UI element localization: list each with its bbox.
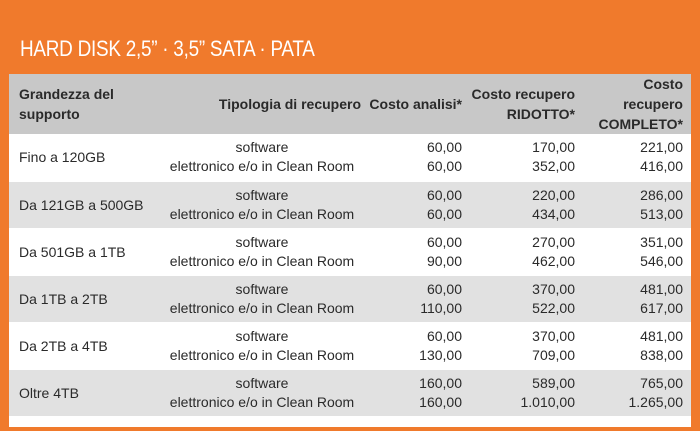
recovery-type-cell: software elettronico e/o in Clean Room [169, 139, 355, 175]
complete-cost-cell: 765,00 1.265,00 [579, 369, 691, 416]
reduced-cost-cell: 370,00 522,00 [466, 275, 579, 322]
price-table [9, 74, 691, 416]
page-title: HARD DISK 2,5” · 3,5” SATA · PATA [20, 36, 315, 61]
reduced-cost-cell: 270,00 462,00 [466, 228, 579, 275]
price-table-container [9, 74, 691, 427]
reduced-cost-cell: 370,00 709,00 [466, 322, 579, 369]
analysis-cost-cell: 60,00 60,00 [365, 181, 466, 228]
size-cell: Fino a 120GB [19, 149, 106, 166]
header-size: Grandezza del supporto [19, 86, 114, 122]
header-complete: Costo recupero COMPLETO* [598, 76, 683, 132]
reduced-cost-cell: 589,00 1.010,00 [466, 369, 579, 416]
reduced-cost-cell: 170,00 352,00 [532, 139, 575, 175]
table-header-row [9, 74, 691, 134]
size-cell: Oltre 4TB [9, 369, 159, 416]
table-row [9, 134, 691, 181]
recovery-type-cell: software elettronico e/o in Clean Room [159, 181, 365, 228]
analysis-cost-cell: 60,00 130,00 [365, 322, 466, 369]
table-row [9, 228, 691, 275]
header-reduced: Costo recupero RIDOTTO* [471, 86, 575, 122]
size-cell: Da 121GB a 500GB [9, 181, 159, 228]
analysis-cost-cell: 60,00 60,00 [426, 139, 462, 175]
table-row [9, 369, 691, 416]
analysis-cost-cell: 160,00 160,00 [365, 369, 466, 416]
recovery-type-cell: software elettronico e/o in Clean Room [159, 322, 365, 369]
recovery-type-cell: software elettronico e/o in Clean Room [159, 228, 365, 275]
complete-cost-cell: 351,00 546,00 [579, 228, 691, 275]
complete-cost-cell: 481,00 838,00 [579, 322, 691, 369]
table-row [9, 181, 691, 228]
analysis-cost-cell: 60,00 90,00 [365, 228, 466, 275]
complete-cost-cell: 481,00 617,00 [579, 275, 691, 322]
header-analysis: Costo analisi* [369, 96, 462, 112]
reduced-cost-cell: 220,00 434,00 [466, 181, 579, 228]
complete-cost-cell: 286,00 513,00 [579, 181, 691, 228]
recovery-type-cell: software elettronico e/o in Clean Room [159, 275, 365, 322]
complete-cost-cell: 221,00 416,00 [640, 139, 683, 175]
size-cell: Da 501GB a 1TB [9, 228, 159, 275]
size-cell: Da 1TB a 2TB [9, 275, 159, 322]
analysis-cost-cell: 60,00 110,00 [365, 275, 466, 322]
header-type: Tipologia di recupero [218, 96, 361, 112]
recovery-type-cell: software elettronico e/o in Clean Room [159, 369, 365, 416]
table-row [9, 275, 691, 322]
table-row [9, 322, 691, 369]
size-cell: Da 2TB a 4TB [9, 322, 159, 369]
